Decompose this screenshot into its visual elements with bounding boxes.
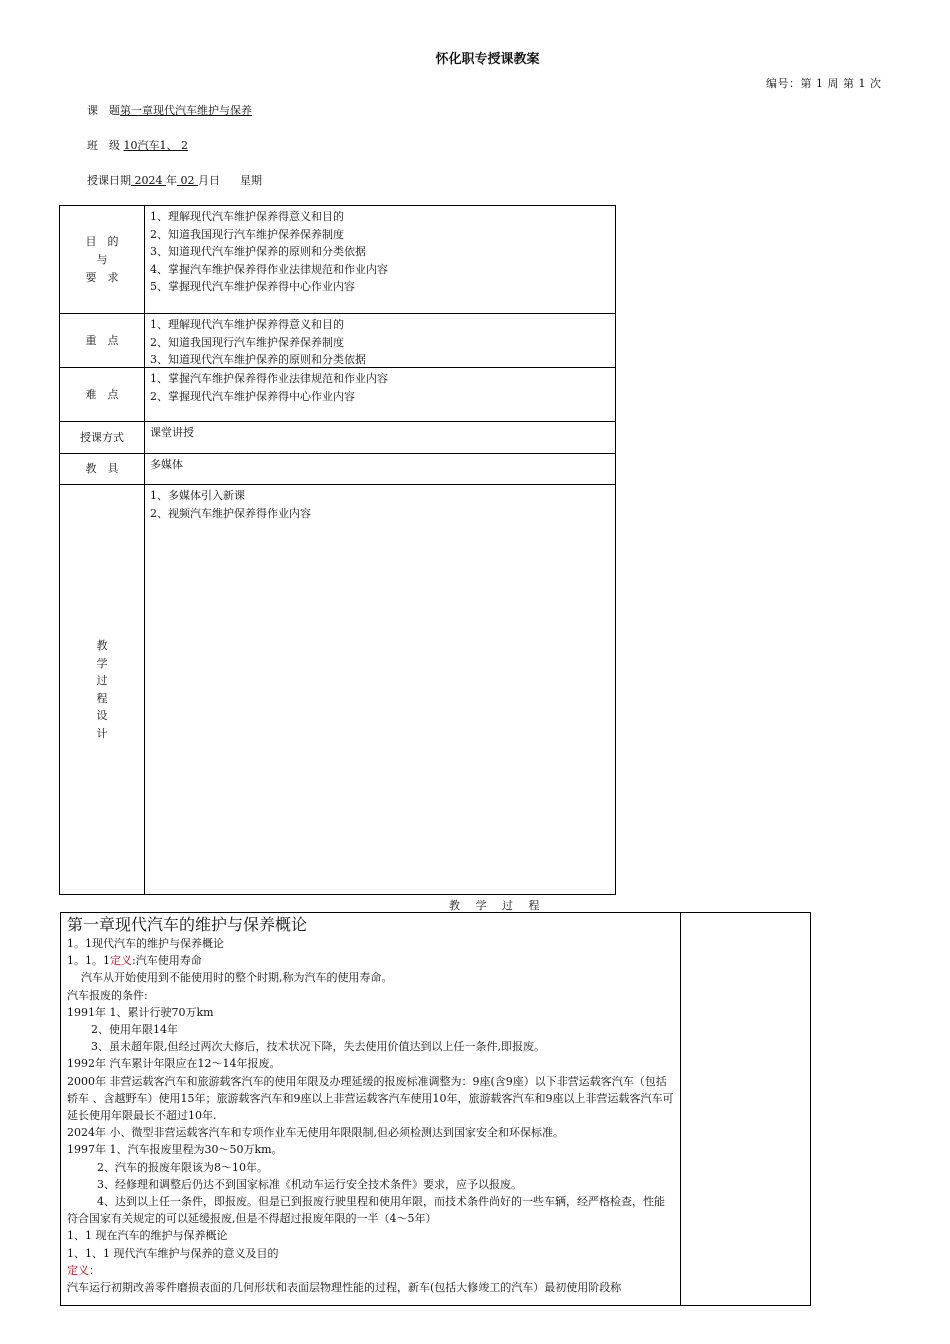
- paragraph: 1992年 汽车累计年限应在12～14年报废。: [67, 1057, 281, 1071]
- paragraph: 2000年 非营运载客汽车和旅游载客汽车的使用年限及办理延缓的报废标准调整为：9座(含9座）以下非营运载客汽车（包括轿车 、含越野车）使用15年；旅游载客汽车和9座以上非营运载客汽车使用10年，旅游载客汽车和9座以上非营运载客汽车可延长使用年限最长不超过10年.: [67, 1074, 674, 1123]
- paragraph: 汽车报废的条件:: [67, 988, 148, 1002]
- paragraph: 汽车运行初期改善零件磨损表面的几何形状和表面层物理性能的过程，新车(包括大修竣工的汽车）最初使用阶段称: [67, 1281, 622, 1295]
- list-item: 1、理解现代汽车维护保养得意义和目的: [150, 318, 344, 331]
- class-label: 班 级: [87, 139, 120, 152]
- list-item: 2、知道我国现行汽车维护保养保养制度: [150, 335, 344, 349]
- notes-column: [681, 913, 810, 1305]
- list-item: 5、掌握现代汽车维护保养得中心作业内容: [150, 280, 355, 293]
- list-item: 2、视频汽车维护保养得作业内容: [150, 506, 311, 520]
- paragraph: 汽车从开始使用到不能使用时的整个时期,称为汽车的使用寿命。: [81, 971, 393, 985]
- chapter-heading: 第一章现代汽车的维护与保养概论: [67, 915, 308, 934]
- paragraph: 1、1、1 现代汽车维护与保养的意义及目的: [67, 1246, 279, 1260]
- year-unit: 年: [166, 174, 177, 187]
- paragraph: 1997年 1、汽车报废里程为30～50万km。: [67, 1143, 283, 1157]
- topic-value: 第一章现代汽车维护与保养: [120, 104, 252, 117]
- topic-line: [87, 102, 252, 118]
- objectives-label-line: 目 的: [85, 234, 119, 248]
- method-label: 授课方式: [60, 422, 145, 453]
- year-value: 2024: [131, 174, 166, 187]
- list-item: 2、知道我国现行汽车维护保养保养制度: [150, 227, 344, 241]
- paragraph-rest: :汽车使用寿命: [132, 954, 202, 968]
- design-label-char: 程: [96, 691, 108, 705]
- objectives-content: [150, 208, 611, 296]
- paragraph: 1991年 1、累计行驶70万km: [67, 1005, 214, 1019]
- design-label-char: 学: [96, 656, 108, 670]
- tools-label: 教 具: [60, 454, 145, 484]
- tools-value: 多媒体: [150, 458, 183, 471]
- method-row: [60, 422, 615, 454]
- definition-highlight: 定义: [110, 954, 132, 968]
- list-item: 4、掌握汽车维护保养得作业法律规范和作业内容: [150, 262, 388, 276]
- teaching-process-table: [60, 912, 811, 1306]
- month-value: 02: [177, 174, 198, 187]
- objectives-row: [60, 206, 615, 314]
- key-points-row: [60, 314, 615, 368]
- document-title: 怀化职专授课教案: [435, 52, 540, 67]
- design-label-char: 教: [96, 639, 108, 652]
- objectives-label: [60, 206, 145, 313]
- date-line: [87, 172, 262, 188]
- class-value: 10汽车1、 2: [123, 139, 188, 152]
- design-row: [60, 485, 615, 894]
- design-label-char: 设: [96, 709, 108, 722]
- date-label: 授课日期: [87, 174, 131, 187]
- method-value: 课堂讲授: [150, 426, 194, 439]
- key-points-label: 重 点: [60, 314, 145, 367]
- list-item: 1、理解现代汽车维护保养得意义和目的: [150, 210, 344, 223]
- objectives-label-line: 与: [96, 252, 108, 266]
- list-item: 2、掌握现代汽车维护保养得中心作业内容: [150, 389, 355, 403]
- list-item: 3、知道现代汽车维护保养的原则和分类依据: [150, 353, 366, 366]
- paragraph: 3、经修理和调整后仍达不到国家标准《机动车运行安全技术条件》要求，应予以报废。: [97, 1177, 522, 1191]
- process-section-label: 教 学 过 程: [449, 899, 546, 912]
- paragraph: 2、使用年限14年: [91, 1023, 178, 1037]
- paragraph-prefix: 1。1。1: [67, 954, 110, 968]
- design-content: [150, 487, 611, 522]
- month-unit: 月日: [198, 174, 220, 187]
- key-points-content: [150, 316, 611, 369]
- list-item: 1、掌握汽车维护保养得作业法律规范和作业内容: [150, 372, 388, 385]
- paragraph: 4、达到以上任一条件，即报废。但是已到报废行驶里程和使用年限，而技术条件尚好的一些车辆，经严格检查，性能符合国家有关规定的可以延缓报废,但是不得超过报废年限的一半（4～5年）: [67, 1195, 665, 1226]
- list-item: 1、多媒体引入新课: [150, 489, 245, 502]
- paragraph: [67, 952, 674, 969]
- design-label-char: 计: [96, 726, 108, 740]
- lesson-plan-table: [59, 205, 616, 895]
- paragraph: 2、汽车的报废年限该为8～10年。: [97, 1160, 268, 1174]
- class-line: [87, 137, 188, 153]
- serial-number: 编号：第 1 周 第 1 次: [766, 77, 882, 90]
- weekday-label: 星期: [240, 174, 262, 187]
- paragraph: 1。1现代汽车的维护与保养概论: [67, 937, 224, 950]
- difficulties-label: 难 点: [60, 368, 145, 421]
- topic-label: 课 题: [87, 104, 120, 117]
- design-label: [60, 485, 145, 894]
- tools-row: [60, 454, 615, 485]
- paragraph: 3、虽未超年限,但经过两次大修后，技术状况下降，失去使用价值达到以上任一条件,即报废。: [91, 1040, 545, 1054]
- objectives-label-line: 要 求: [85, 270, 119, 284]
- design-label-char: 过: [96, 674, 108, 687]
- list-item: 3、知道现代汽车维护保养的原则和分类依据: [150, 245, 366, 258]
- paragraph: 1、1 现在汽车的维护与保养概论: [67, 1229, 228, 1243]
- process-content: [61, 913, 681, 1305]
- difficulties-row: [60, 368, 615, 422]
- definition-highlight: 定义：: [67, 1263, 100, 1277]
- difficulties-content: [150, 370, 611, 405]
- paragraph: 2024年 小、微型非营运载客汽车和专项作业车无使用年限限制,但必须检测达到国家安全和环保标准。: [67, 1126, 564, 1140]
